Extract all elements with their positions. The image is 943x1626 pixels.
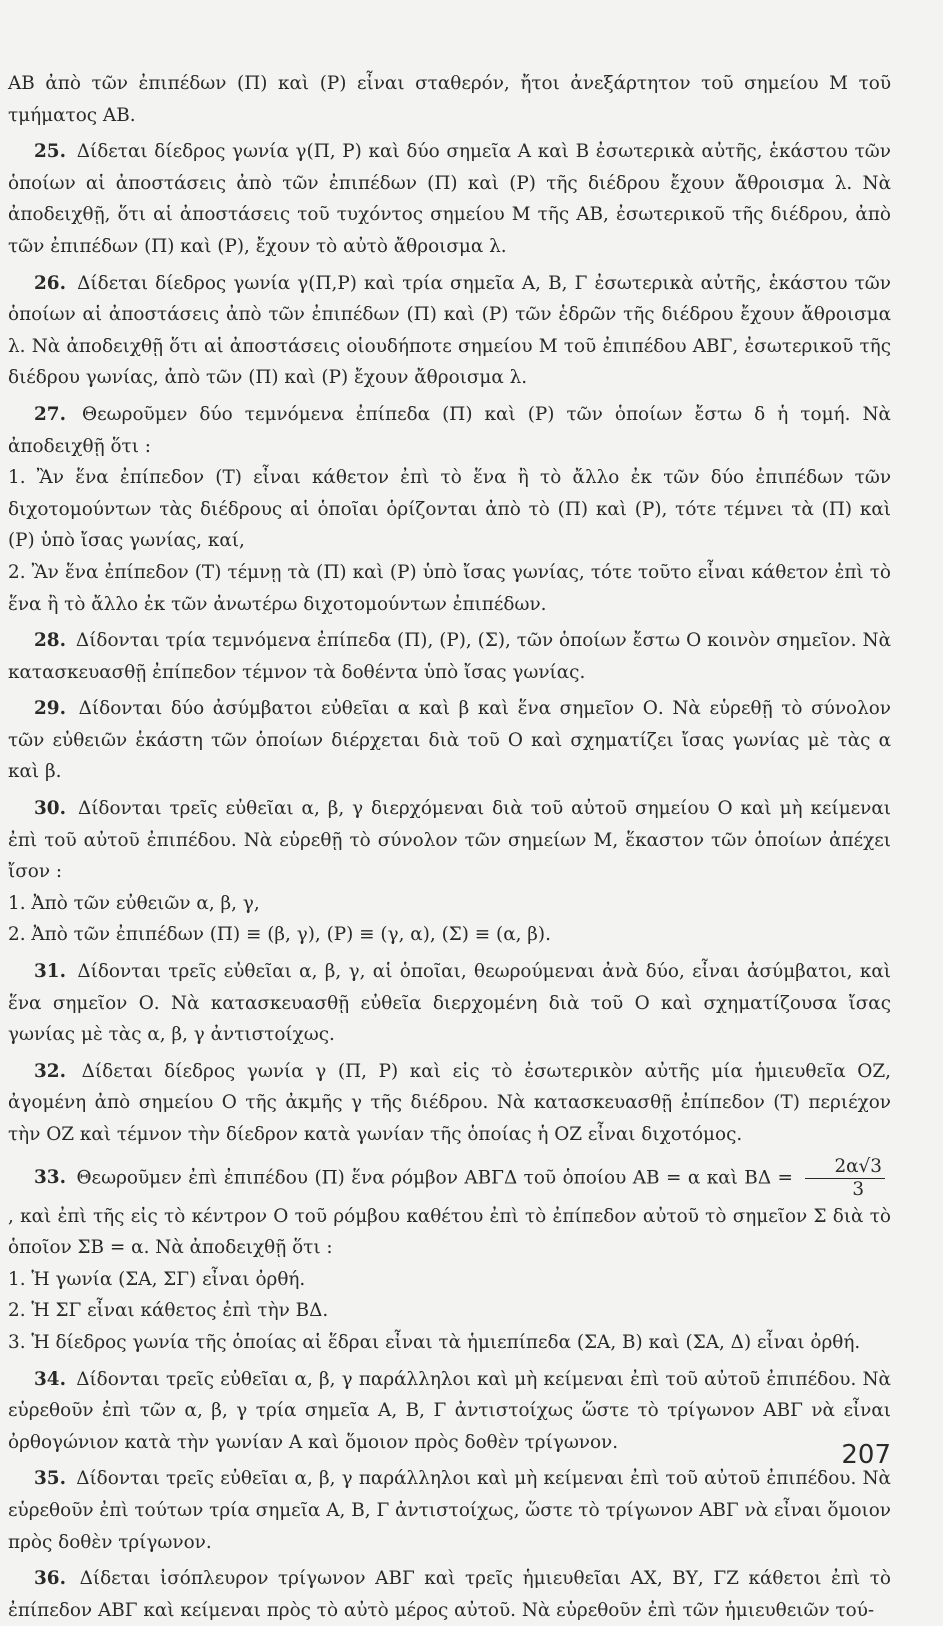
exercise-number: 28. <box>34 630 66 652</box>
page-number: 207 <box>841 1440 891 1470</box>
exercise-number: 32. <box>34 1060 66 1082</box>
exercise-31 <box>8 956 891 1051</box>
intro-paragraph <box>8 68 891 131</box>
list-item: 3. Ἡ δίεδρος γωνία τῆς ὁποίας αἱ ἕδραι εἶναι τὰ ἡμιεπίπεδα (ΣΑ, Β) καὶ (ΣΑ, Δ) εἶναι ὀρθή. <box>8 1331 861 1353</box>
exercise-number: 27. <box>34 403 66 425</box>
exercise-33 <box>8 1156 891 1359</box>
exercise-29 <box>8 693 891 788</box>
exercise-text: Δίδεται δίεδρος γωνία γ(Π,Ρ) καὶ τρία σημεῖα Α, Β, Γ ἐσωτερικὰ αὐτῆς, ἑκάστου τῶν ὁποίων αἱ ἀποστάσεις ἀπὸ τῶν ἐπιπέδων (Π) καὶ (Ρ) τῶν ἑδρῶν τῆς διέδρου ἔχουν ἄθροισμα λ. Νὰ ἀποδειχθῇ ὅτι αἱ ἀποστάσεις οἱουδήποτε σημείου Μ τοῦ ἐπιπέδου ΑΒΓ, ἐσωτερικοῦ τῆς διέδρου γωνίας, ἀπὸ τῶν (Π) καὶ (Ρ) ἔχουν ἄθροισμα λ. <box>8 272 891 389</box>
exercise-26 <box>8 268 891 394</box>
fraction-numerator: 2α√3 <box>805 1156 885 1179</box>
fraction <box>805 1156 885 1201</box>
exercise-text: Δίδονται τρεῖς εὐθεῖαι α, β, γ παράλληλοι καὶ μὴ κείμεναι ἐπὶ τοῦ αὐτοῦ ἐπιπέδου. Νὰ εὑρεθοῦν ἐπὶ τούτων τρία σημεῖα Α, Β, Γ ἀντιστοίχως, ὥστε τὸ τρίγωνον ΑΒΓ νὰ εἶναι ὅμοιον πρὸς δοθὲν τρίγωνον. <box>8 1468 891 1553</box>
exercise-34 <box>8 1364 891 1459</box>
list-item: 2. Ἂν ἕνα ἐπίπεδον (Τ) τέμνῃ τὰ (Π) καὶ (Ρ) ὑπὸ ἴσας γωνίας, τότε τοῦτο εἶναι κάθετον ἐπὶ τὸ ἕνα ἢ τὸ ἄλλο ἐκ τῶν ἀνωτέρω διχοτομούντων ἐπιπέδων. <box>8 561 891 615</box>
exercise-25 <box>8 136 891 262</box>
exercise-number: 31. <box>34 961 66 983</box>
exercise-28 <box>8 625 891 688</box>
exercise-27 <box>8 399 891 620</box>
list-item: 1. Ἂν ἕνα ἐπίπεδον (Τ) εἶναι κάθετον ἐπὶ τὸ ἕνα ἢ τὸ ἄλλο ἐκ τῶν δύο ἐπιπέδων τῶν διχοτομούντων τὰς διέδρους αἱ ὁποῖαι ὁρίζονται ἀπὸ τὸ (Π) καὶ (Ρ), τότε τέμνει τὰ (Π) καὶ (Ρ) ὑπὸ ἴσας γωνίας, καί, <box>8 467 891 552</box>
list-item: 2. Ἀπὸ τῶν ἐπιπέδων (Π) ≡ (β, γ), (Ρ) ≡ (γ, α), (Σ) ≡ (α, β). <box>8 924 551 946</box>
exercise-number: 34. <box>34 1368 66 1390</box>
exercise-35 <box>8 1463 891 1558</box>
exercise-number: 26. <box>34 272 66 294</box>
exercise-text: Δίδονται τρεῖς εὐθεῖαι α, β, γ, αἱ ὁποῖαι, θεωρούμεναι ἀνὰ δύο, εἶναι ἀσύμβατοι, καὶ ἕνα σημεῖον Ο. Νὰ κατασκευασθῇ εὐθεῖα διερχομένη διὰ τοῦ Ο καὶ σχηματίζουσα ἴσας γωνίας μὲ τὰς α, β, γ ἀντιστοίχως. <box>8 961 891 1046</box>
exercise-text: Δίδεται δίεδρος γωνία γ(Π, Ρ) καὶ δύο σημεῖα Α καὶ Β ἐσωτερικὰ αὐτῆς, ἑκάστου τῶν ὁποίων αἱ ἀποστάσεις ἀπὸ τῶν ἐπιπέδων (Π) καὶ (Ρ) τῆς διέδρου ἔχουν ἄθροισμα λ. Νὰ ἀποδειχθῇ, ὅτι αἱ ἀποστάσεις τοῦ τυχόντος σημείου Μ τῆς ΑΒ, ἐσωτερικοῦ τῆς διέδρου, ἀπὸ τῶν ἐπιπέδων (Π) καὶ (Ρ), ἔχουν τὸ αὐτὸ ἄθροισμα λ. <box>8 141 891 257</box>
intro-text: ΑΒ ἀπὸ τῶν ἐπιπέδων (Π) καὶ (Ρ) εἶναι σταθερόν, ἤτοι ἀνεξάρτητον τοῦ σημείου Μ τοῦ τμήματος ΑΒ. <box>8 73 891 126</box>
exercise-number: 30. <box>34 798 66 820</box>
exercise-text: Θεωροῦμεν δύο τεμνόμενα ἐπίπεδα (Π) καὶ (Ρ) τῶν ὁποίων ἔστω δ ἡ τομή. Νὰ ἀποδειχθῇ ὅτι : <box>8 403 891 457</box>
exercise-36 <box>8 1563 891 1626</box>
exercise-number: 35. <box>34 1468 66 1490</box>
exercise-number: 25. <box>34 141 66 163</box>
exercise-text: Δίδονται τρία τεμνόμενα ἐπίπεδα (Π), (Ρ), (Σ), τῶν ὁποίων ἔστω Ο κοινὸν σημεῖον. Νὰ κατασκευασθῇ ἐπίπεδον τέμνον τὰ δοθέντα ὑπὸ ἴσας γωνίας. <box>8 630 891 683</box>
exercise-32 <box>8 1056 891 1151</box>
exercise-text: Δίδεται ἰσόπλευρον τρίγωνον ΑΒΓ καὶ τρεῖς ἡμιευθεῖαι ΑΧ, ΒΥ, ΓΖ κάθετοι ἐπὶ τὸ ἐπίπεδον ΑΒΓ καὶ κείμεναι πρὸς τὸ αὐτὸ μέρος αὐτοῦ. Νὰ εὑρεθοῦν ἐπὶ τῶν ἡμιευθειῶν τού- <box>8 1568 891 1621</box>
fraction-denominator: 3 <box>852 1178 865 1200</box>
list-item: 1. Ἀπὸ τῶν εὐθειῶν α, β, γ, <box>8 892 260 914</box>
list-item: 1. Ἡ γωνία (ΣΑ, ΣΓ) εἶναι ὀρθή. <box>8 1268 306 1290</box>
exercise-text: Δίδεται δίεδρος γωνία γ (Π, Ρ) καὶ εἰς τὸ ἐσωτερικὸν αὐτῆς μία ἡμιευθεῖα ΟΖ, ἀγομένη ἀπὸ σημείου Ο τῆς ἀκμῆς γ τῆς διέδρου. Νὰ κατασκευασθῇ ἐπίπεδον (Τ) περιέχον τὴν ΟΖ καὶ τέμνον τὴν δίεδρον κατὰ γωνίαν τῆς ὁποίας ἡ ΟΖ εἶναι διχοτόμος. <box>8 1060 891 1145</box>
exercise-text: Δίδονται δύο ἀσύμβατοι εὐθεῖαι α καὶ β καὶ ἕνα σημεῖον Ο. Νὰ εὑρεθῇ τὸ σύνολον τῶν εὐθειῶν ἑκάστη τῶν ὁποίων διέρχεται διὰ τοῦ Ο καὶ σχηματίζει ἴσας γωνίας μὲ τὰς α καὶ β. <box>8 698 891 783</box>
list-item: 2. Ἡ ΣΓ εἶναι κάθετος ἐπὶ τὴν ΒΔ. <box>8 1300 329 1322</box>
exercise-text: Δίδονται τρεῖς εὐθεῖαι α, β, γ παράλληλοι καὶ μὴ κείμεναι ἐπὶ τοῦ αὐτοῦ ἐπιπέδου. Νὰ εὑρεθοῦν ἐπὶ τῶν α, β, γ τρία σημεῖα Α, Β, Γ ἀντιστοίχως ὥστε τὸ τρίγωνον ΑΒΓ νὰ εἶναι ὀρθογώνιον κατὰ τὴν γωνίαν Α καὶ ὅμοιον πρὸς δοθὲν τρίγωνον. <box>8 1368 891 1453</box>
exercise-number: 33. <box>34 1167 66 1189</box>
exercise-number: 29. <box>34 698 66 720</box>
exercise-text-continued: , καὶ ἐπὶ τῆς εἰς τὸ κέντρον Ο τοῦ ρόμβου καθέτου ἐπὶ τὸ ἐπίπεδον αὐτοῦ τὸ σημεῖον Σ διὰ τὸ ὁποῖον ΣΒ = α. Νὰ ἀποδειχθῇ ὅτι : <box>8 1205 891 1259</box>
exercise-text: Δίδονται τρεῖς εὐθεῖαι α, β, γ διερχόμεναι διὰ τοῦ αὐτοῦ σημείου Ο καὶ μὴ κείμεναι ἐπὶ τοῦ αὐτοῦ ἐπιπέδου. Νὰ εὑρεθῇ τὸ σύνολον τῶν σημείων Μ, ἕκαστον τῶν ὁποίων ἀπέχει ἴσον : <box>8 798 891 883</box>
exercise-30 <box>8 793 891 951</box>
exercise-number: 36. <box>34 1568 66 1590</box>
exercise-text: Θεωροῦμεν ἐπὶ ἐπιπέδου (Π) ἕνα ρόμβον ΑΒΓΔ τοῦ ὁποίου ΑΒ = α καὶ ΒΔ = <box>76 1167 793 1189</box>
